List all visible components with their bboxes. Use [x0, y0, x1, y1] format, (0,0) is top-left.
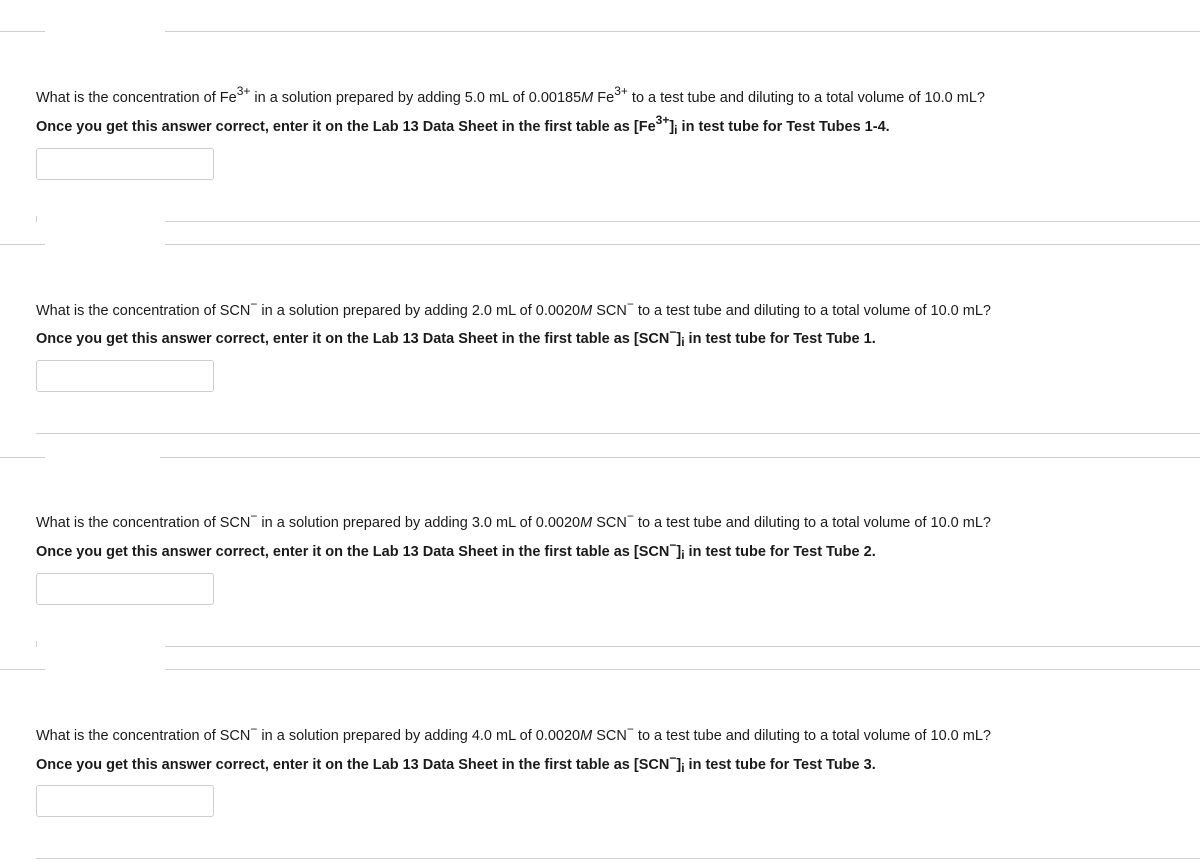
- initial-subscript: i: [681, 761, 685, 775]
- prompt-text: What is the concentration of SCN: [36, 303, 251, 319]
- question-4-prompt: [36, 722, 991, 745]
- divider: [36, 433, 1200, 434]
- answer-input-1[interactable]: [36, 148, 214, 180]
- divider-tick: [36, 641, 37, 647]
- prompt-text: in a solution prepared by adding 2.0 mL of 0.0020: [257, 303, 581, 319]
- instruction-text: Once you get this answer correct, enter it on the Lab 13 Data Sheet in the first table as [SCN: [36, 757, 670, 773]
- prompt-text: to a test tube and diluting to a total volume of 10.0 mL?: [633, 303, 991, 319]
- molarity-unit: M: [580, 728, 593, 744]
- question-2-instruction: [36, 325, 876, 349]
- charge-superscript: −: [626, 509, 634, 523]
- prompt-text: to a test tube and diluting to a total volume of 10.0 mL?: [633, 515, 991, 531]
- prompt-text: in a solution prepared by adding 4.0 mL of 0.0020: [257, 728, 581, 744]
- charge-superscript: 3+: [236, 84, 251, 98]
- instruction-text: Once you get this answer correct, enter it on the Lab 13 Data Sheet in the first table as [Fe: [36, 119, 656, 135]
- molarity-unit: M: [580, 515, 593, 531]
- charge-superscript: −: [250, 509, 258, 523]
- instruction-text: in test tube for Test Tubes 1-4.: [677, 119, 890, 135]
- prompt-text: SCN: [592, 728, 627, 744]
- answer-input-2[interactable]: [36, 360, 214, 392]
- instruction-text: in test tube for Test Tube 3.: [684, 757, 876, 773]
- divider: [165, 646, 1200, 647]
- charge-superscript: −: [669, 751, 677, 765]
- instruction-text: ]: [669, 119, 675, 135]
- prompt-text: What is the concentration of SCN: [36, 728, 251, 744]
- divider: [36, 858, 1200, 859]
- divider: [0, 669, 45, 670]
- divider-tick: [36, 216, 37, 222]
- prompt-text: to a test tube and diluting to a total volume of 10.0 mL?: [633, 728, 991, 744]
- question-3-instruction: [36, 538, 876, 562]
- divider: [0, 244, 45, 245]
- instruction-text: ]: [676, 331, 682, 347]
- charge-superscript: 3+: [614, 84, 628, 98]
- answer-input-3[interactable]: [36, 573, 214, 605]
- charge-superscript: −: [626, 722, 634, 736]
- instruction-text: in test tube for Test Tube 1.: [684, 331, 876, 347]
- charge-superscript: −: [669, 538, 677, 552]
- prompt-text: SCN: [592, 515, 627, 531]
- prompt-text: What is the concentration of SCN: [36, 515, 251, 531]
- prompt-text: SCN: [592, 303, 627, 319]
- instruction-text: Once you get this answer correct, enter it on the Lab 13 Data Sheet in the first table as [SCN: [36, 544, 670, 560]
- divider: [0, 31, 45, 32]
- divider: [165, 221, 1200, 222]
- question-1-prompt: [36, 84, 985, 107]
- charge-superscript: −: [626, 297, 634, 311]
- instruction-text: ]: [676, 757, 682, 773]
- instruction-text: in test tube for Test Tube 2.: [684, 544, 876, 560]
- instruction-text: ]: [676, 544, 682, 560]
- prompt-text: Fe: [593, 90, 615, 106]
- charge-superscript: −: [250, 297, 258, 311]
- instruction-text: Once you get this answer correct, enter it on the Lab 13 Data Sheet in the first table as [SCN: [36, 331, 670, 347]
- prompt-text: to a test tube and diluting to a total volume of 10.0 mL?: [627, 90, 985, 106]
- answer-input-4[interactable]: [36, 785, 214, 817]
- divider: [165, 31, 1200, 32]
- question-4-instruction: [36, 751, 876, 775]
- charge-superscript: −: [669, 325, 677, 339]
- divider: [160, 457, 1200, 458]
- prompt-text: in a solution prepared by adding 3.0 mL of 0.0020: [257, 515, 581, 531]
- divider: [165, 669, 1200, 670]
- prompt-text: What is the concentration of Fe: [36, 90, 237, 106]
- initial-subscript: i: [681, 548, 685, 562]
- molarity-unit: M: [581, 90, 594, 106]
- molarity-unit: M: [580, 303, 593, 319]
- divider: [165, 244, 1200, 245]
- divider: [0, 457, 45, 458]
- prompt-text: in a solution prepared by adding 5.0 mL of 0.00185: [250, 90, 582, 106]
- initial-subscript: i: [681, 335, 685, 349]
- question-1-instruction: [36, 113, 890, 137]
- question-2-prompt: [36, 297, 991, 320]
- initial-subscript: i: [674, 123, 678, 137]
- charge-superscript: 3+: [655, 113, 670, 127]
- question-3-prompt: [36, 509, 991, 532]
- charge-superscript: −: [250, 722, 258, 736]
